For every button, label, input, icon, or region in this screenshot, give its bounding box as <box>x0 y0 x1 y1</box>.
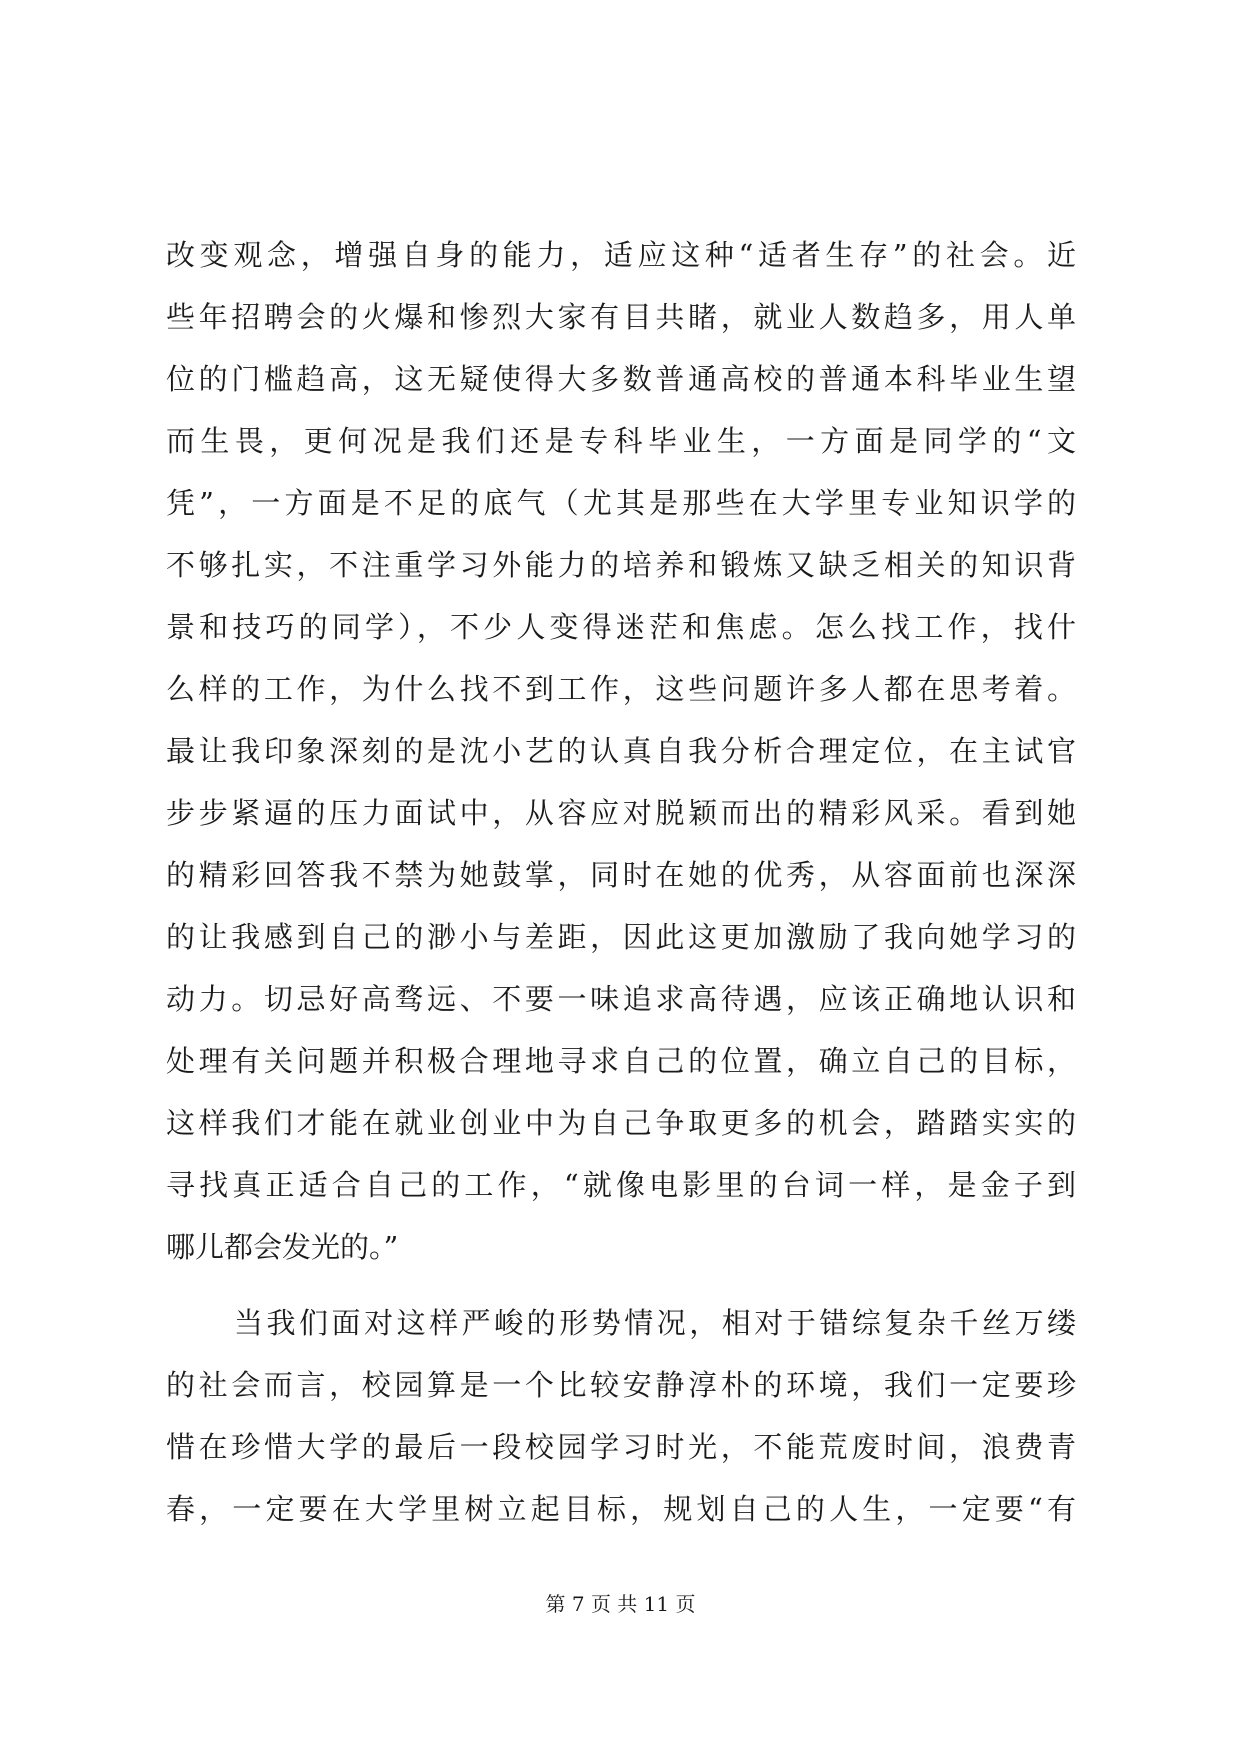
paragraph-1-line: 的精彩回答我不禁为她鼓掌，同时在她的优秀，从容面前也深深 <box>166 858 1076 892</box>
paragraph-1-line: 这样我们才能在就业创业中为自己争取更多的机会，踏踏实实的 <box>166 1106 1076 1140</box>
paragraph-1-line: 不够扎实，不注重学习外能力的培养和锻炼又缺乏相关的知识背 <box>166 548 1076 582</box>
paragraph-1-line: 最让我印象深刻的是沈小艺的认真自我分析合理定位，在主试官 <box>166 734 1076 768</box>
paragraph-2-line: 春，一定要在大学里树立起目标，规划自己的人生，一定要“有 <box>166 1492 1076 1526</box>
paragraph-2-line: 的社会而言，校园算是一个比较安静淳朴的环境，我们一定要珍 <box>166 1368 1076 1402</box>
paragraph-1-line: 凭”，一方面是不足的底气（尤其是那些在大学里专业知识学的 <box>166 486 1076 520</box>
paragraph-1-line: 哪儿都会发光的。” <box>166 1230 399 1264</box>
body-text <box>166 224 1076 1540</box>
paragraph-1-line: 寻找真正适合自己的工作，“就像电影里的台词一样，是金子到 <box>166 1168 1076 1202</box>
paragraph-1-line: 改变观念，增强自身的能力，适应这种“适者生存”的社会。近 <box>166 238 1076 272</box>
paragraph-1-line: 么样的工作，为什么找不到工作，这些问题许多人都在思考着。 <box>166 672 1076 706</box>
paragraph-1-line: 处理有关问题并积极合理地寻求自己的位置，确立自己的目标， <box>166 1044 1076 1078</box>
paragraph-1-line: 而生畏，更何况是我们还是专科毕业生，一方面是同学的“文 <box>166 424 1076 458</box>
page-number-footer: 第 7 页 共 11 页 <box>545 1592 696 1616</box>
paragraph-1-line: 的让我感到自己的渺小与差距，因此这更加激励了我向她学习的 <box>166 920 1076 954</box>
paragraph-1-line: 些年招聘会的火爆和惨烈大家有目共睹，就业人数趋多，用人单 <box>166 300 1076 334</box>
paragraph-2-line: 当我们面对这样严峻的形势情况，相对于错综复杂千丝万缕 <box>234 1306 1076 1340</box>
paragraph-2-line: 惜在珍惜大学的最后一段校园学习时光，不能荒废时间，浪费青 <box>166 1430 1076 1464</box>
paragraph-1-line: 位的门槛趋高，这无疑使得大多数普通高校的普通本科毕业生望 <box>166 362 1076 396</box>
paragraph-1-line: 步步紧逼的压力面试中，从容应对脱颖而出的精彩风采。看到她 <box>166 796 1076 830</box>
paragraph-1-line: 景和技巧的同学），不少人变得迷茫和焦虑。怎么找工作，找什 <box>166 610 1076 644</box>
paragraph-1-line: 动力。切忌好高骛远、不要一味追求高待遇，应该正确地认识和 <box>166 982 1076 1016</box>
